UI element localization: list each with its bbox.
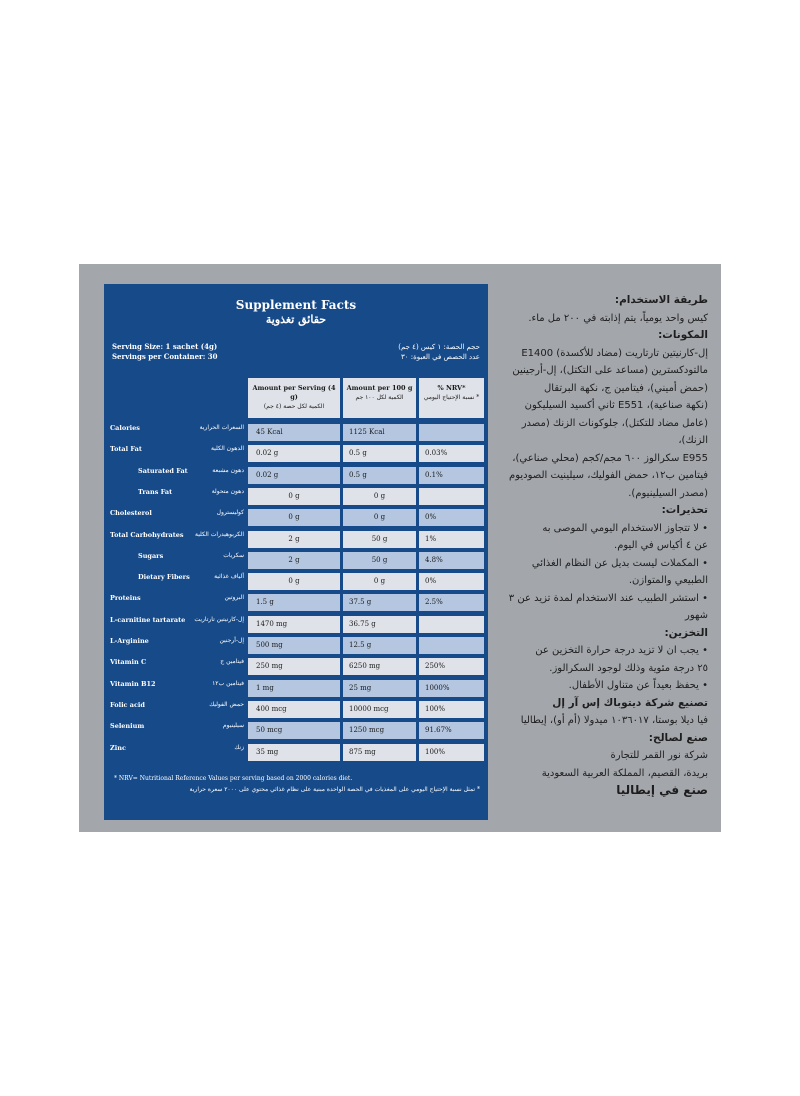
ingredients-line: مالتودكسترين (مساعد على التكتل)، إل-أرجينين <box>512 365 708 376</box>
storage-line: ٢٥ درجة مئوية وذلك لوجود السكرالوز. <box>549 662 708 674</box>
nrv-footnote-arabic: * تمثل نسبة الإحتياج اليومي على المغذيات في الحصة الواحدة مبنية على نظام غذائي محتوي على ٢٠٠٠ سعرة حرارية <box>189 786 480 793</box>
per-serving-cell: 0.02 g <box>248 467 340 484</box>
usage-title: طريقة الاستخدام: <box>614 294 708 306</box>
serving-size: Serving Size: 1 sachet (4g) <box>112 342 218 351</box>
per-serving-cell: 35 mg <box>248 744 340 761</box>
servings-per-container: Servings per Container: 30 <box>112 352 218 361</box>
row-label-arabic: إل-أرجنين <box>219 637 244 644</box>
per-serving-cell: 2 g <box>248 531 340 548</box>
row-label: Total Fat <box>110 445 142 454</box>
nrv-cell: 250% <box>419 658 484 675</box>
table-row <box>104 592 488 612</box>
ingredients-line: (حمض أميني)، فيتامين ج، نكهة البرتقال <box>544 382 708 394</box>
warnings-title: تحذيرات: <box>661 504 708 516</box>
per-100g-cell: 0 g <box>343 488 416 505</box>
row-label-arabic: دهون مشبعة <box>212 466 244 474</box>
row-label-arabic: إل-كارنيتين تارتاريت <box>194 615 244 623</box>
ingredients-line: (عامل مضاد للتكتل)، جلوكونات الزنك (مصدر الزنك)، <box>521 417 708 446</box>
per-serving-cell: 250 mg <box>248 658 340 675</box>
ingredients-line: إل-كارنيتين تارتاريت (مضاد للأكسدة) E1400 <box>521 347 708 359</box>
header-per-100g-label: Amount per 100 g <box>346 384 413 392</box>
per-serving-cell: 50 mcg <box>248 722 340 739</box>
table-row <box>104 529 488 549</box>
per-100g-cell: 1250 mcg <box>343 722 416 739</box>
ingredients-line: (نكهة صناعية)، E551 ثاني أكسيد السيليكون <box>524 400 708 411</box>
row-label-arabic: فيتامين ج <box>220 658 244 666</box>
nrv-cell: 4.8% <box>419 552 484 569</box>
per-100g-cell: 875 mg <box>343 744 416 761</box>
per-serving-cell: 1 mg <box>248 680 340 697</box>
table-row <box>104 699 488 719</box>
made-for-title: صنع لصالح: <box>648 731 708 744</box>
ingredients-line: (مصدر السيلينيوم). <box>628 487 708 499</box>
per-serving-cell: 0 g <box>248 573 340 590</box>
nrv-cell <box>419 616 484 633</box>
nrv-cell: 0.03% <box>419 445 484 462</box>
table-row <box>104 742 488 762</box>
warnings-line: • المكملات ليست بديل عن النظام الغذائي <box>531 557 708 569</box>
table-row <box>104 443 488 463</box>
made-for-line: شركة نور القمر للتجارة <box>610 750 708 761</box>
nrv-cell: 91.67% <box>419 722 484 739</box>
row-label: L-Arginine <box>110 637 149 645</box>
header-nrv <box>419 378 484 418</box>
row-label: Dietary Fibers <box>138 573 190 582</box>
row-label: Cholesterol <box>110 509 152 518</box>
arabic-instructions <box>500 292 708 800</box>
usage-text: كيس واحد يومياً، يتم إذابته في ٢٠٠ مل ماء. <box>528 312 708 324</box>
nrv-cell <box>419 488 484 505</box>
row-label: Folic acid <box>110 700 145 709</box>
per-serving-cell: 45 Kcal <box>248 424 340 441</box>
manufacturer-address: فيا ديلا بوستا، ١٠٣٦٠١٧ ميدولا (أم أو)، إيطاليا <box>520 715 708 726</box>
per-serving-cell: 1.5 g <box>248 594 340 611</box>
table-row <box>104 571 488 591</box>
nrv-cell: 1% <box>419 531 484 548</box>
ingredients-title: المكونات: <box>658 329 708 341</box>
header-nrv-label: % NRV* <box>437 384 466 392</box>
header-per-100g <box>343 378 416 418</box>
warnings-line: • استشر الطبيب عند الاستخدام لمدة تزيد عن ٣ شهور <box>508 592 708 621</box>
header-per-serving-label: Amount per Serving (4 g) <box>252 384 336 401</box>
table-row <box>104 507 488 527</box>
row-label-arabic: سكريات <box>223 551 244 559</box>
per-serving-cell: 0 g <box>248 488 340 505</box>
table-row <box>104 656 488 676</box>
nrv-cell: 100% <box>419 744 484 761</box>
row-label: Proteins <box>110 594 141 603</box>
row-label: Selenium <box>110 722 145 731</box>
per-100g-cell: 12.5 g <box>343 637 416 654</box>
per-serving-cell: 500 mg <box>248 637 340 654</box>
row-label: Trans Fat <box>138 487 173 496</box>
per-100g-cell: 37.5 g <box>343 594 416 611</box>
row-label: Saturated Fat <box>138 466 188 475</box>
row-label: L-carnitine tartarate <box>110 615 186 624</box>
serving-info-arabic <box>398 342 480 362</box>
row-label-arabic: زنك <box>234 743 244 751</box>
table-row <box>104 720 488 740</box>
serving-size-arabic: حجم الحصة: ١ كيس (٤ جم) <box>398 343 480 351</box>
facts-title: Supplement Facts <box>235 298 357 312</box>
nrv-cell: 100% <box>419 701 484 718</box>
table-row <box>104 486 488 506</box>
per-100g-cell: 0.5 g <box>343 467 416 484</box>
storage-line: • يجب ان لا تزيد درجة حرارة التخزين عن <box>535 645 708 656</box>
row-label: Total Carbohydrates <box>110 530 184 539</box>
per-100g-cell: 50 g <box>343 552 416 569</box>
row-label-arabic: كوليسترول <box>216 509 244 517</box>
nrv-footnote: * NRV= Nutritional Reference Values per serving based on 2000 calories diet. <box>114 775 353 782</box>
nutrition-table <box>104 374 488 759</box>
header-per-100g-arabic: الكمية لكل ١٠٠ جم <box>355 394 404 401</box>
nrv-cell: 0% <box>419 509 484 526</box>
row-label: Calories <box>110 424 140 432</box>
per-serving-cell: 2 g <box>248 552 340 569</box>
nrv-cell: 1000% <box>419 680 484 697</box>
per-100g-cell: 1125 Kcal <box>343 424 416 441</box>
country-of-origin: صنع في إيطاليا <box>616 783 708 797</box>
warnings-line: • لا تتجاوز الاستخدام اليومي الموصى به <box>542 522 708 534</box>
nrv-cell: 2.5% <box>419 594 484 611</box>
servings-per-container-arabic: عدد الحصص في العبوة: ٣٠ <box>400 353 480 361</box>
facts-title-arabic: حقائق تغذوية <box>265 313 327 326</box>
table-row <box>104 550 488 570</box>
per-serving-cell: 0 g <box>248 509 340 526</box>
per-serving-cell: 1470 mg <box>248 616 340 633</box>
table-row <box>104 614 488 634</box>
row-label-arabic: الكربوهيدرات الكلية <box>195 530 244 538</box>
storage-title: التخزين: <box>664 626 708 639</box>
manufacturer-title: تصنيع شركة ديتوباك إس آر إل <box>552 696 708 709</box>
row-label: Zinc <box>110 743 126 752</box>
per-100g-cell: 6250 mg <box>343 658 416 675</box>
row-label: Vitamin B12 <box>110 679 156 688</box>
row-label-arabic: فيتامين ب١٢ <box>212 679 244 687</box>
per-100g-cell: 0.5 g <box>343 445 416 462</box>
row-label-arabic: ألياف غذائية <box>214 573 244 581</box>
per-100g-cell: 36.75 g <box>343 616 416 633</box>
ingredients-line: فيتامين ب١٢، حمض الفوليك، سيلينيت الصوديوم <box>509 470 708 481</box>
row-label: Sugars <box>138 551 164 560</box>
per-100g-cell: 0 g <box>343 573 416 590</box>
header-per-serving <box>248 378 340 418</box>
per-100g-cell: 10000 mcg <box>343 701 416 718</box>
nrv-cell: 0% <box>419 573 484 590</box>
table-row <box>104 678 488 698</box>
per-serving-cell: 400 mcg <box>248 701 340 718</box>
row-label-arabic: دهون متحولة <box>211 487 244 495</box>
table-row <box>104 465 488 485</box>
table-row <box>104 422 488 442</box>
header-per-serving-arabic: الكمية لكل حصة (٤ جم) <box>263 403 325 410</box>
per-100g-cell: 50 g <box>343 531 416 548</box>
nrv-cell: 0.1% <box>419 467 484 484</box>
serving-info <box>112 342 218 362</box>
made-for-line: بريدة، القصيم، المملكة العربية السعودية <box>541 767 708 779</box>
row-label-arabic: سيلينيوم <box>222 722 244 730</box>
header-nrv-arabic: * نسبة الإحتياج اليومي <box>423 394 480 401</box>
per-100g-cell: 0 g <box>343 509 416 526</box>
row-label-arabic: الدهون الكلية <box>210 445 244 453</box>
per-serving-cell: 0.02 g <box>248 445 340 462</box>
ingredients-line: E955 سكرالوز ٦٠٠ مجم/كجم (محلي صناعي)، <box>512 452 708 464</box>
nrv-cell <box>419 424 484 441</box>
row-label: Vitamin C <box>110 658 147 667</box>
table-row <box>104 635 488 655</box>
per-100g-cell: 25 mg <box>343 680 416 697</box>
storage-line: • يحفظ بعيداً عن متناول الأطفال. <box>568 680 708 691</box>
supplement-facts-box <box>104 284 488 820</box>
nrv-cell <box>419 637 484 654</box>
row-label-arabic: حمض الفوليك <box>209 700 244 708</box>
row-label-arabic: السعرات الحرارية <box>199 424 244 431</box>
row-label-arabic: البروتين <box>224 594 244 602</box>
warnings-line: عن ٤ أكياس في اليوم. <box>614 540 708 551</box>
warnings-line: الطبيعي والمتوازن. <box>628 575 708 586</box>
